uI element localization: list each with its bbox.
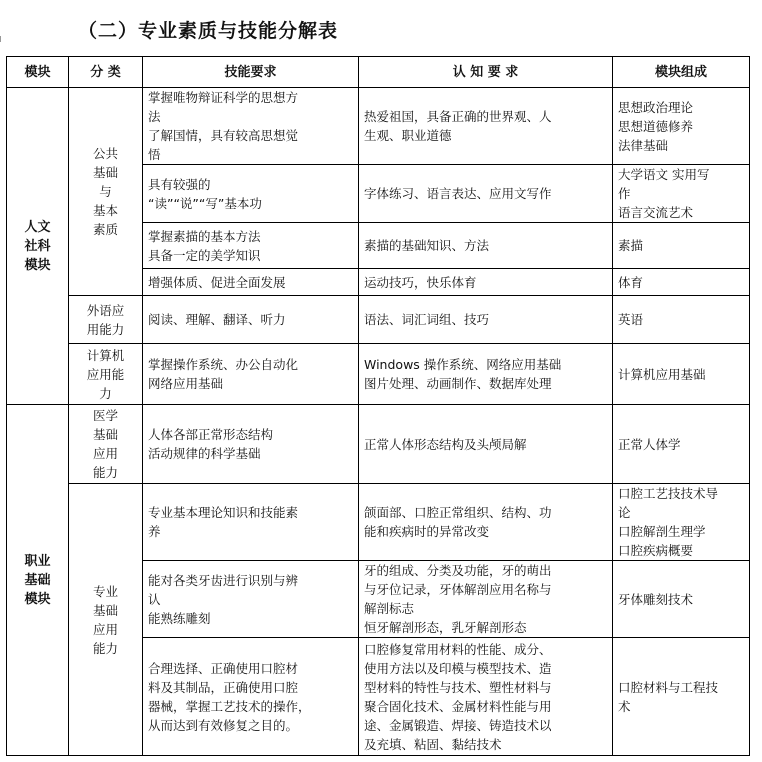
category-computer: 计算机 应用能 力 — [69, 344, 143, 405]
skill-cell: 掌握唯物辩证科学的思想方 法 了解国情，具有较高思想觉 悟 — [143, 88, 359, 165]
module-professional: 职业 基础 模块 — [7, 405, 69, 756]
header-cognition: 认 知 要 求 — [359, 57, 613, 88]
margin-marker — [0, 36, 4, 42]
table-row — [7, 344, 750, 405]
category-public-basic: 公共 基础 与 基本 素质 — [69, 88, 143, 296]
cognition-cell: 正常人体形态结构及头颅局解 — [359, 405, 613, 484]
category-foreign-language: 外语应 用能力 — [69, 296, 143, 344]
composition-cell: 英语 — [613, 296, 750, 344]
cognition-cell: 牙的组成、分类及功能，牙的萌出 与牙位记录，牙体解剖应用名称与 解剖标志 恒牙解剖形态，乳牙解剖形态 — [359, 561, 613, 638]
header-skill: 技能要求 — [143, 57, 359, 88]
skill-cell: 掌握操作系统、办公自动化 网络应用基础 — [143, 344, 359, 405]
cognition-cell: 字体练习、语言表达、应用文写作 — [359, 165, 613, 223]
cognition-cell: 运动技巧，快乐体育 — [359, 269, 613, 296]
cognition-cell: 颌面部、口腔正常组织、结构、功 能和疾病时的异常改变 — [359, 484, 613, 561]
table-row — [7, 405, 750, 484]
composition-cell: 口腔工艺技技术导 论 口腔解剖生理学 口腔疾病概要 — [613, 484, 750, 561]
table-row — [7, 296, 750, 344]
composition-cell: 牙体雕刻技术 — [613, 561, 750, 638]
module-humanities: 人文 社科 模块 — [7, 88, 69, 405]
header-composition: 模块组成 — [613, 57, 750, 88]
table-header-row — [7, 57, 750, 88]
section-title: （二）专业素质与技能分解表 — [78, 20, 339, 42]
composition-cell: 计算机应用基础 — [613, 344, 750, 405]
header-category: 分 类 — [69, 57, 143, 88]
skill-cell: 增强体质、促进全面发展 — [143, 269, 359, 296]
composition-cell: 思想政治理论 思想道德修养 法律基础 — [613, 88, 750, 165]
skill-cell: 阅读、理解、翻译、听力 — [143, 296, 359, 344]
table-row — [7, 88, 750, 165]
category-professional-basic: 专业 基础 应用 能力 — [69, 484, 143, 756]
composition-cell: 口腔材料与工程技 术 — [613, 638, 750, 756]
cognition-cell: 口腔修复常用材料的性能、成分、 使用方法以及印模与模型技术、造 型材料的特性与技术、塑性材料与 聚合固化技术、金属材料性能与用 途、金属锻造、焊接、铸造技术以 及充填、粘固、黏结技术 — [359, 638, 613, 756]
skill-cell: 掌握素描的基本方法 具备一定的美学知识 — [143, 223, 359, 269]
header-module: 模块 — [7, 57, 69, 88]
skill-cell: 合理选择、正确使用口腔材 料及其制品，正确使用口腔 器械，掌握工艺技术的操作， 从而达到有效修复之目的。 — [143, 638, 359, 756]
cognition-cell: 语法、词汇词组、技巧 — [359, 296, 613, 344]
skill-cell: 具有较强的 “读”“说”“写”基本功 — [143, 165, 359, 223]
composition-cell: 体育 — [613, 269, 750, 296]
skills-decomposition-table — [6, 56, 750, 756]
cognition-cell: 热爱祖国，具备正确的世界观、人 生观、职业道德 — [359, 88, 613, 165]
table-row — [7, 484, 750, 561]
category-medical-basic: 医学 基础 应用 能力 — [69, 405, 143, 484]
cognition-cell: 素描的基础知识、方法 — [359, 223, 613, 269]
composition-cell: 大学语文 实用写 作 语言交流艺术 — [613, 165, 750, 223]
cognition-cell: Windows 操作系统、网络应用基础 图片处理、动画制作、数据库处理 — [359, 344, 613, 405]
composition-cell: 正常人体学 — [613, 405, 750, 484]
composition-cell: 素描 — [613, 223, 750, 269]
skill-cell: 专业基本理论知识和技能素 养 — [143, 484, 359, 561]
skill-cell: 人体各部正常形态结构 活动规律的科学基础 — [143, 405, 359, 484]
skill-cell: 能对各类牙齿进行识别与辨 认 能熟练雕刻 — [143, 561, 359, 638]
